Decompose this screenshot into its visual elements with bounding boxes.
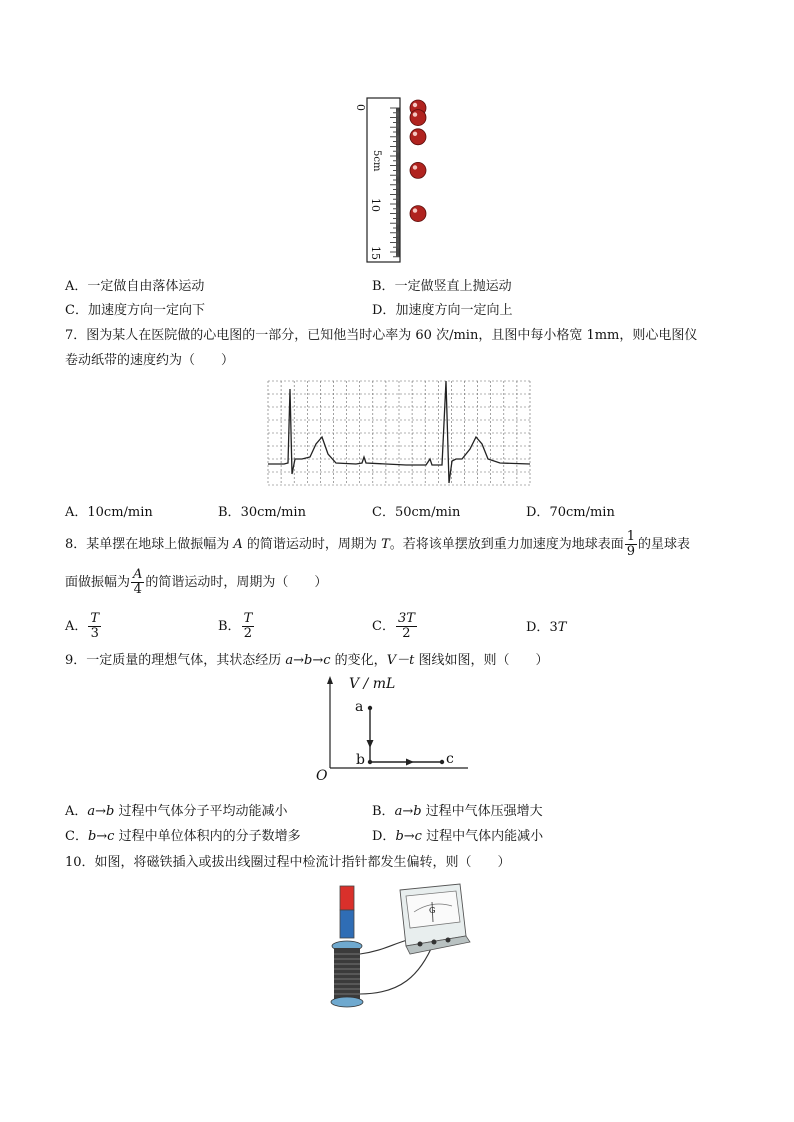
q6-option-d[interactable] bbox=[372, 301, 512, 321]
graph-label-a: a bbox=[355, 699, 364, 715]
option-text: 一定做自由落体运动 bbox=[87, 279, 205, 294]
q8-stem-line2 bbox=[65, 566, 327, 600]
process-var: a→b bbox=[394, 804, 422, 819]
option-text: 3 bbox=[549, 620, 558, 635]
stem-text: 9．一定质量的理想气体，其状态经历 bbox=[65, 653, 286, 668]
galvanometer-label: G bbox=[429, 906, 436, 915]
option-letter: B． bbox=[218, 505, 241, 520]
option-letter: B． bbox=[372, 804, 395, 819]
q10-stem: 10．如图，将磁铁插入或拔出线圈过程中检流计指针都发生偏转，则（ ） bbox=[65, 855, 511, 870]
q8-option-a[interactable] bbox=[65, 610, 102, 644]
stem-text: 。若将该单摆放到重力加速度为地球表面 bbox=[389, 537, 624, 552]
var-period: T bbox=[557, 620, 567, 635]
option-letter: D． bbox=[526, 620, 550, 635]
option-text: 50cm/min bbox=[394, 505, 461, 520]
option-text: 过程中气体分子平均动能减小 bbox=[114, 804, 288, 819]
q7-stem-line2: 卷动纸带的速度约为（ ） bbox=[65, 353, 235, 368]
denominator: 2 bbox=[402, 626, 411, 641]
process-var: b→c bbox=[395, 829, 422, 844]
var-period: T bbox=[381, 537, 390, 552]
option-letter: B． bbox=[372, 279, 395, 294]
process-var: b→c bbox=[87, 829, 115, 844]
ball-4 bbox=[410, 206, 426, 222]
denominator: 2 bbox=[243, 626, 253, 641]
q6-option-c[interactable] bbox=[65, 301, 205, 321]
option-letter: A． bbox=[65, 804, 88, 819]
denominator: 9 bbox=[626, 544, 636, 559]
numerator: T bbox=[90, 611, 100, 626]
vt-graph bbox=[320, 676, 480, 786]
q7-option-d[interactable] bbox=[526, 503, 615, 523]
terminal-2 bbox=[432, 940, 437, 945]
stem-text: 的简谐运动时，周期为 bbox=[242, 537, 382, 552]
option-letter: B． bbox=[218, 619, 241, 634]
point-c bbox=[440, 760, 444, 764]
ruler-mark-15: 15 bbox=[369, 246, 382, 260]
option-letter: C． bbox=[65, 303, 88, 318]
option-letter: A． bbox=[65, 505, 88, 520]
q9-option-a[interactable] bbox=[65, 802, 288, 822]
ruler-figure bbox=[362, 96, 432, 266]
option-fraction bbox=[88, 612, 101, 641]
option-text: 加速度方向一定向下 bbox=[87, 303, 205, 318]
graph-label-b: b bbox=[356, 752, 365, 768]
q8-option-d[interactable] bbox=[526, 618, 566, 638]
var-amplitude: A bbox=[233, 537, 243, 552]
denominator: 4 bbox=[133, 582, 142, 597]
magnet-blue-pole bbox=[340, 910, 354, 938]
option-letter: C． bbox=[372, 619, 395, 634]
ball-highlight bbox=[413, 165, 417, 169]
ball-2 bbox=[410, 129, 426, 145]
ruler-mark-5cm: 5cm bbox=[371, 150, 382, 172]
option-text: 一定做竖直上抛运动 bbox=[394, 279, 512, 294]
ecg-trace bbox=[268, 381, 530, 483]
option-text: 加速度方向一定向上 bbox=[395, 303, 513, 318]
option-letter: D． bbox=[372, 303, 396, 318]
option-letter: A． bbox=[65, 619, 88, 634]
point-a bbox=[368, 706, 372, 710]
ruler-mark-10: 10 bbox=[369, 198, 382, 212]
arrow-ab bbox=[367, 740, 374, 748]
q8-option-c[interactable] bbox=[372, 610, 418, 644]
q9-stem bbox=[65, 651, 548, 671]
q6-option-a[interactable] bbox=[65, 277, 204, 297]
option-fraction bbox=[396, 612, 417, 641]
terminal-3 bbox=[446, 938, 451, 943]
stem-text: 面做振幅为 bbox=[65, 575, 131, 590]
stem-text: 8．某单摆在地球上做振幅为 bbox=[65, 537, 234, 552]
q8-stem-line1 bbox=[65, 528, 690, 562]
terminal-1 bbox=[418, 942, 423, 947]
magnet-coil-galvanometer-figure bbox=[320, 876, 480, 1016]
ecg-figure bbox=[266, 379, 532, 489]
q9-option-c[interactable] bbox=[65, 827, 301, 847]
ball-highlight bbox=[413, 112, 417, 116]
option-text: 30cm/min bbox=[240, 505, 306, 520]
ball-highlight bbox=[413, 208, 417, 212]
graph-origin: O bbox=[316, 768, 328, 784]
q7-stem-line1: 7．图为某人在医院做的心电图的一部分，已知他当时心率为 60 次/min，且图中每小格宽 1mm，则心电图仪 bbox=[65, 328, 698, 343]
ball-1 bbox=[410, 110, 426, 126]
coil-bottom bbox=[331, 997, 363, 1007]
magnet-red-pole bbox=[340, 886, 354, 910]
numerator: A bbox=[133, 567, 143, 582]
option-letter: D． bbox=[526, 505, 550, 520]
process-path: a→b→c bbox=[285, 653, 331, 668]
graph-ylabel: V / mL bbox=[349, 676, 396, 692]
ball-highlight bbox=[413, 103, 417, 107]
option-text: 过程中气体压强增大 bbox=[421, 804, 543, 819]
arrow-bc bbox=[406, 759, 414, 766]
fraction-one-ninth bbox=[625, 530, 637, 559]
option-text: 过程中单位体积内的分子数增多 bbox=[114, 829, 301, 844]
stem-text: 的变化， bbox=[330, 653, 387, 668]
q7-option-c[interactable] bbox=[372, 503, 460, 523]
option-fraction bbox=[242, 612, 255, 641]
stem-text: 图线如图，则（ ） bbox=[414, 653, 549, 668]
process-var: a→b bbox=[87, 804, 115, 819]
ball-3 bbox=[410, 162, 426, 178]
q7-option-a[interactable] bbox=[65, 503, 153, 523]
fraction-a-over-4 bbox=[131, 568, 144, 597]
q6-option-b[interactable] bbox=[372, 277, 512, 297]
option-text: 过程中气体内能减小 bbox=[421, 829, 544, 844]
q8-option-b[interactable] bbox=[218, 610, 255, 644]
option-text: 70cm/min bbox=[549, 505, 615, 520]
stem-text: 的星球表 bbox=[638, 537, 691, 552]
ruler-mark-0: 0 bbox=[354, 104, 367, 111]
option-letter: C． bbox=[65, 829, 88, 844]
point-b bbox=[368, 760, 372, 764]
ball-highlight bbox=[413, 132, 417, 136]
q7-option-b[interactable] bbox=[218, 503, 306, 523]
stem-text: 的简谐运动时，周期为（ ） bbox=[145, 575, 328, 590]
q9-option-b[interactable] bbox=[372, 802, 543, 822]
numerator: 1 bbox=[626, 529, 636, 544]
q9-option-d[interactable] bbox=[372, 827, 543, 847]
option-text: 10cm/min bbox=[87, 505, 153, 520]
graph-label-c: c bbox=[446, 751, 454, 767]
option-letter: A． bbox=[65, 279, 88, 294]
graph-type: V－t bbox=[386, 653, 415, 668]
option-letter: D． bbox=[372, 829, 396, 844]
denominator: 3 bbox=[90, 626, 99, 641]
option-letter: C． bbox=[372, 505, 395, 520]
y-axis-arrow bbox=[327, 676, 333, 684]
numerator: T bbox=[243, 611, 253, 626]
numerator: 3T bbox=[397, 611, 415, 626]
